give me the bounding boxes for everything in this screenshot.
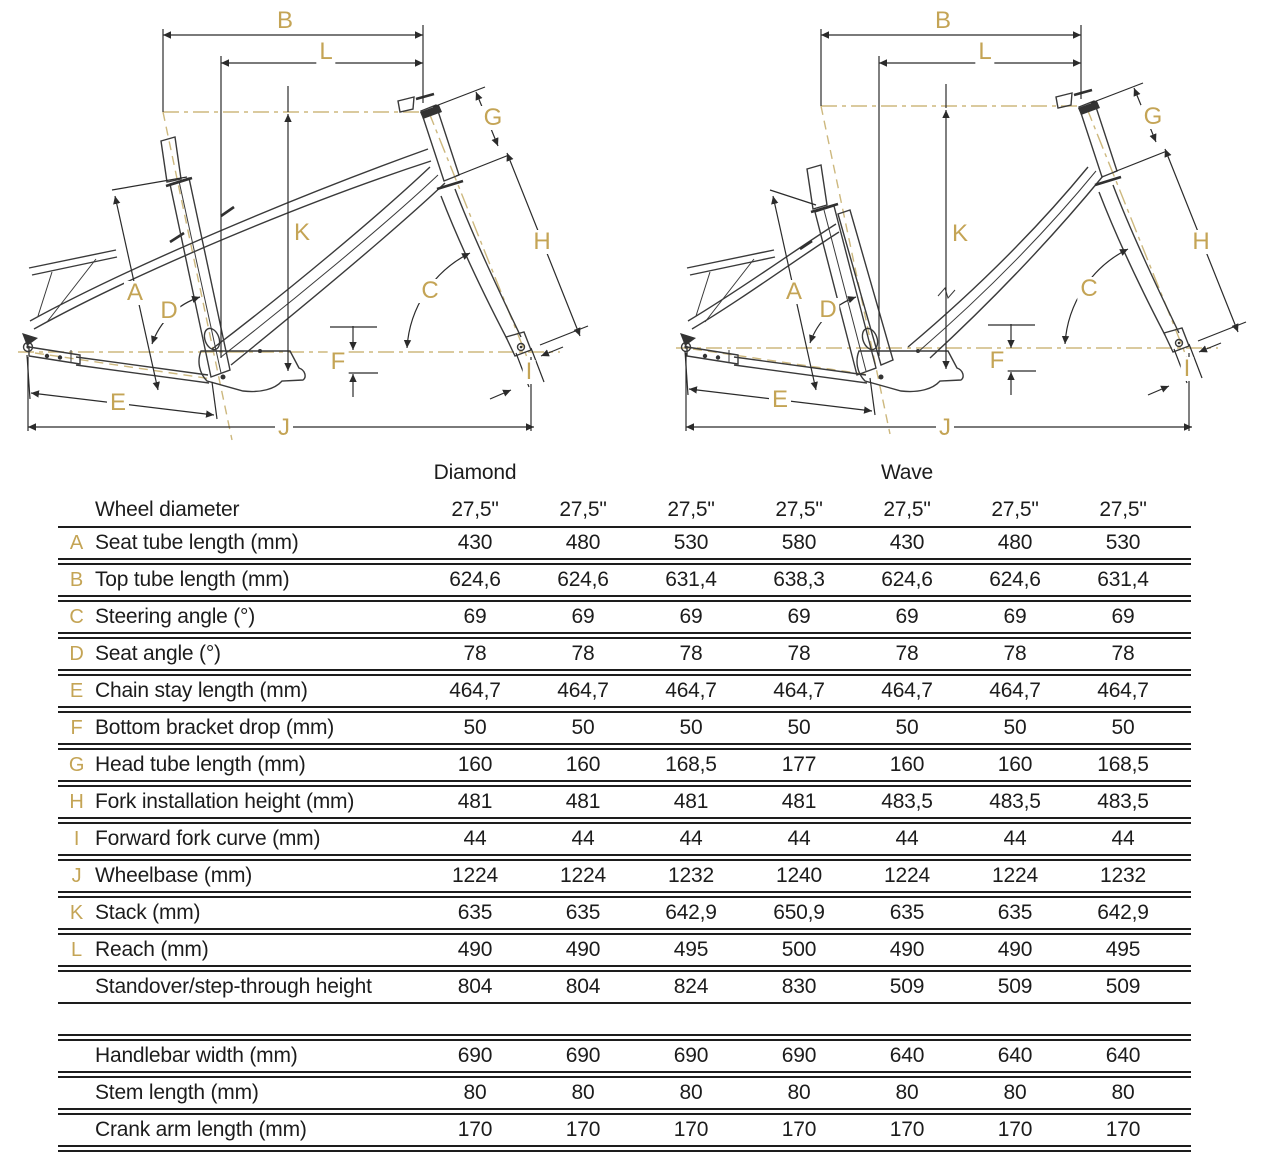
- value-cell: 481: [673, 790, 709, 813]
- dim-letter-F-right: F: [987, 349, 1008, 373]
- value-cell: 631,4: [665, 568, 717, 591]
- value-cell: 50: [463, 716, 487, 739]
- bike-geometry-drawing: [0, 0, 1262, 452]
- value-cell: 464,7: [557, 679, 609, 702]
- value-cell: 430: [457, 531, 493, 554]
- value-cell: 69: [571, 605, 595, 628]
- value-cell: 1224: [560, 864, 606, 887]
- geometry-table: [58, 452, 1191, 1152]
- value-cell: 44: [679, 827, 703, 850]
- dim-letter-C-right: C: [1077, 277, 1100, 301]
- row-dimension-letter: A: [69, 531, 84, 554]
- value-cell: 27,5": [667, 498, 715, 521]
- table-row: [58, 528, 1191, 565]
- value-cell: 80: [895, 1081, 919, 1104]
- wave-frame-gold-reference-lines: [676, 106, 1218, 434]
- value-cell: 804: [565, 975, 601, 998]
- row-label: Reach (mm): [95, 938, 209, 961]
- value-cell: 635: [457, 901, 493, 924]
- value-cell: 78: [679, 642, 703, 665]
- value-cell: 824: [673, 975, 709, 998]
- dim-letter-A-right: A: [783, 280, 805, 304]
- value-cell: 170: [1105, 1118, 1141, 1141]
- value-cell: 27,5": [883, 498, 931, 521]
- value-cell: 80: [679, 1081, 703, 1104]
- row-label: Fork installation height (mm): [95, 790, 355, 813]
- value-cell: 1224: [452, 864, 498, 887]
- value-cell: 44: [463, 827, 487, 850]
- value-cell: 500: [781, 938, 817, 961]
- value-cell: 642,9: [1097, 901, 1149, 924]
- value-cell: 624,6: [557, 568, 609, 591]
- value-cell: 177: [781, 753, 817, 776]
- value-cell: 168,5: [1097, 753, 1149, 776]
- table-row: [58, 1041, 1191, 1078]
- value-cell: 168,5: [665, 753, 717, 776]
- value-cell: 160: [565, 753, 601, 776]
- value-cell: 509: [1105, 975, 1141, 998]
- value-cell: 483,5: [989, 790, 1041, 813]
- value-cell: 170: [889, 1118, 925, 1141]
- row-label: Forward fork curve (mm): [95, 827, 321, 850]
- value-cell: 50: [895, 716, 919, 739]
- value-cell: 495: [673, 938, 709, 961]
- value-cell: 69: [895, 605, 919, 628]
- table-row: [58, 935, 1191, 972]
- table-row: [58, 639, 1191, 676]
- value-cell: 624,6: [881, 568, 933, 591]
- row-label: Standover/step-through height: [95, 975, 372, 998]
- row-label: Stack (mm): [95, 901, 201, 924]
- value-cell: 1232: [1100, 864, 1146, 887]
- dim-letter-H-right: H: [1189, 230, 1212, 254]
- value-cell: 69: [679, 605, 703, 628]
- value-cell: 69: [463, 605, 487, 628]
- value-cell: 1224: [884, 864, 930, 887]
- value-cell: 483,5: [1097, 790, 1149, 813]
- value-cell: 69: [1111, 605, 1135, 628]
- row-dimension-letter: B: [69, 568, 84, 591]
- value-cell: 27,5": [775, 498, 823, 521]
- row-label: Head tube length (mm): [95, 753, 306, 776]
- value-cell: 80: [787, 1081, 811, 1104]
- value-cell: 27,5": [991, 498, 1039, 521]
- value-cell: 44: [1111, 827, 1135, 850]
- dim-letter-B-left: B: [274, 9, 296, 33]
- value-cell: 480: [565, 531, 601, 554]
- row-dimension-letter: L: [71, 938, 82, 961]
- value-cell: 464,7: [449, 679, 501, 702]
- value-cell: 690: [457, 1044, 493, 1067]
- dim-letter-I-left: I: [523, 360, 536, 384]
- value-cell: 78: [895, 642, 919, 665]
- value-cell: 430: [889, 531, 925, 554]
- table-row: [58, 787, 1191, 824]
- dim-letter-G-left: G: [481, 106, 506, 130]
- dim-letter-E-left: E: [107, 391, 129, 415]
- value-cell: 27,5": [1099, 498, 1147, 521]
- dim-letter-A-left: A: [124, 281, 146, 305]
- value-cell: 464,7: [989, 679, 1041, 702]
- row-label: Top tube length (mm): [95, 568, 290, 591]
- row-label: Wheelbase (mm): [95, 864, 253, 887]
- value-cell: 464,7: [773, 679, 825, 702]
- dim-letter-B-right: B: [932, 9, 954, 33]
- value-cell: 495: [1105, 938, 1141, 961]
- value-cell: 1232: [668, 864, 714, 887]
- value-cell: 530: [673, 531, 709, 554]
- value-cell: 509: [997, 975, 1033, 998]
- value-cell: 44: [571, 827, 595, 850]
- value-cell: 69: [1003, 605, 1027, 628]
- value-cell: 481: [781, 790, 817, 813]
- value-cell: 490: [997, 938, 1033, 961]
- value-cell: 1224: [992, 864, 1038, 887]
- diamond-frame-drawing: [22, 94, 531, 392]
- row-dimension-letter: F: [70, 716, 83, 739]
- dim-letter-J-right: J: [936, 416, 954, 440]
- value-cell: 830: [781, 975, 817, 998]
- dim-letter-C-left: C: [418, 279, 441, 303]
- row-label: Seat angle (°): [95, 642, 221, 665]
- dim-letter-E-right: E: [769, 388, 791, 412]
- value-cell: 50: [571, 716, 595, 739]
- value-cell: 490: [565, 938, 601, 961]
- row-dimension-letter: E: [69, 679, 84, 702]
- value-cell: 481: [565, 790, 601, 813]
- value-cell: 642,9: [665, 901, 717, 924]
- value-cell: 690: [673, 1044, 709, 1067]
- value-cell: 80: [463, 1081, 487, 1104]
- row-dimension-letter: K: [69, 901, 84, 924]
- value-cell: 638,3: [773, 568, 825, 591]
- value-cell: 464,7: [1097, 679, 1149, 702]
- value-cell: 27,5": [451, 498, 499, 521]
- value-cell: 640: [997, 1044, 1033, 1067]
- value-cell: 635: [997, 901, 1033, 924]
- value-cell: 483,5: [881, 790, 933, 813]
- row-dimension-letter: H: [69, 790, 84, 813]
- value-cell: 624,6: [449, 568, 501, 591]
- table-group-headers: [58, 452, 1191, 494]
- value-cell: 78: [1003, 642, 1027, 665]
- row-dimension-letter: G: [68, 753, 85, 776]
- value-cell: 160: [997, 753, 1033, 776]
- value-cell: 690: [781, 1044, 817, 1067]
- value-cell: 78: [463, 642, 487, 665]
- row-dimension-letter: J: [71, 864, 82, 887]
- table-section-gap: [58, 1004, 1191, 1034]
- value-cell: 50: [1003, 716, 1027, 739]
- diamond-column-header: Diamond: [433, 461, 517, 484]
- table-row: [58, 676, 1191, 713]
- table-row: [58, 494, 1191, 528]
- dim-letter-K-right: K: [949, 222, 971, 246]
- value-cell: 690: [565, 1044, 601, 1067]
- row-label: Seat tube length (mm): [95, 531, 299, 554]
- dim-letter-D-left: D: [157, 299, 180, 323]
- value-cell: 80: [1003, 1081, 1027, 1104]
- value-cell: 481: [457, 790, 493, 813]
- value-cell: 170: [565, 1118, 601, 1141]
- table-row: [58, 1078, 1191, 1115]
- value-cell: 44: [1003, 827, 1027, 850]
- table-row: [58, 602, 1191, 639]
- value-cell: 650,9: [773, 901, 825, 924]
- value-cell: 50: [679, 716, 703, 739]
- value-cell: 480: [997, 531, 1033, 554]
- row-label: Bottom bracket drop (mm): [95, 716, 335, 739]
- value-cell: 170: [997, 1118, 1033, 1141]
- value-cell: 530: [1105, 531, 1141, 554]
- table-row: [58, 824, 1191, 861]
- table-row: [58, 898, 1191, 935]
- value-cell: 78: [1111, 642, 1135, 665]
- row-dimension-letter: I: [73, 827, 80, 850]
- dim-letter-F-left: F: [328, 350, 349, 374]
- row-label: Stem length (mm): [95, 1081, 259, 1104]
- table-row: [58, 750, 1191, 787]
- table-row: [58, 972, 1191, 1004]
- dim-letter-L-right: L: [975, 40, 994, 64]
- table-row: [58, 565, 1191, 602]
- value-cell: 509: [889, 975, 925, 998]
- value-cell: 80: [571, 1081, 595, 1104]
- dim-letter-G-right: G: [1141, 105, 1166, 129]
- value-cell: 804: [457, 975, 493, 998]
- dim-letter-H-left: H: [530, 230, 553, 254]
- table-row: [58, 1115, 1191, 1152]
- value-cell: 160: [889, 753, 925, 776]
- row-dimension-letter: D: [69, 642, 84, 665]
- value-cell: 640: [1105, 1044, 1141, 1067]
- value-cell: 624,6: [989, 568, 1041, 591]
- value-cell: 78: [571, 642, 595, 665]
- value-cell: 170: [457, 1118, 493, 1141]
- value-cell: 50: [1111, 716, 1135, 739]
- value-cell: 640: [889, 1044, 925, 1067]
- value-cell: 464,7: [881, 679, 933, 702]
- row-label: Steering angle (°): [95, 605, 256, 628]
- geometry-diagrams: [0, 0, 1262, 452]
- dim-letter-K-left: K: [291, 221, 313, 245]
- table-row: [58, 713, 1191, 750]
- value-cell: 631,4: [1097, 568, 1149, 591]
- diamond-frame-gold-reference-lines: [18, 110, 560, 440]
- value-cell: 170: [673, 1118, 709, 1141]
- wave-frame-drawing: [680, 90, 1189, 392]
- value-cell: 635: [889, 901, 925, 924]
- value-cell: 69: [787, 605, 811, 628]
- row-label: Handlebar width (mm): [95, 1044, 298, 1067]
- table-row: [58, 861, 1191, 898]
- value-cell: 490: [457, 938, 493, 961]
- dim-letter-J-left: J: [275, 416, 293, 440]
- geometry-table-main-rows: [58, 494, 1191, 1004]
- value-cell: 464,7: [665, 679, 717, 702]
- dim-letter-I-right: I: [1181, 357, 1194, 381]
- value-cell: 50: [787, 716, 811, 739]
- dim-letter-D-right: D: [816, 298, 839, 322]
- wave-column-header: Wave: [880, 461, 934, 484]
- value-cell: 1240: [776, 864, 822, 887]
- dim-letter-L-left: L: [316, 40, 335, 64]
- value-cell: 80: [1111, 1081, 1135, 1104]
- value-cell: 160: [457, 753, 493, 776]
- value-cell: 170: [781, 1118, 817, 1141]
- value-cell: 490: [889, 938, 925, 961]
- row-dimension-letter: C: [69, 605, 84, 628]
- value-cell: 580: [781, 531, 817, 554]
- value-cell: 635: [565, 901, 601, 924]
- value-cell: 27,5": [559, 498, 607, 521]
- value-cell: 44: [787, 827, 811, 850]
- row-label: Chain stay length (mm): [95, 679, 308, 702]
- row-label: Wheel diameter: [95, 498, 240, 521]
- value-cell: 44: [895, 827, 919, 850]
- row-label: Crank arm length (mm): [95, 1118, 307, 1141]
- geometry-table-component-rows: [58, 1034, 1191, 1152]
- value-cell: 78: [787, 642, 811, 665]
